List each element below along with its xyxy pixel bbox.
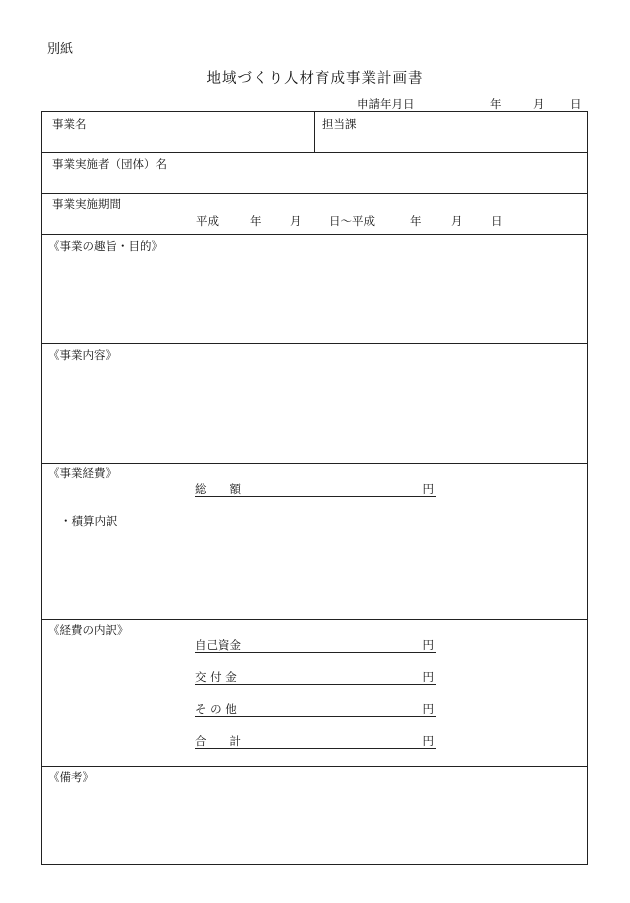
sum-label: 合 計 bbox=[195, 734, 241, 748]
content-label: 《事業内容》 bbox=[48, 348, 117, 362]
application-date-year: 年 bbox=[490, 97, 502, 111]
total-amount-unit: 円 bbox=[422, 482, 434, 496]
other-label: そ の 他 bbox=[195, 702, 237, 716]
column-divider bbox=[314, 112, 315, 152]
row-divider bbox=[42, 234, 587, 235]
plan-form bbox=[41, 111, 588, 865]
project-name-label: 事業名 bbox=[52, 117, 87, 131]
remarks-label: 《備考》 bbox=[48, 770, 94, 784]
row-divider bbox=[42, 619, 587, 620]
period-from-era: 平成 bbox=[196, 214, 219, 228]
row-divider bbox=[42, 343, 587, 344]
purpose-label: 《事業の趣旨・目的》 bbox=[48, 239, 163, 253]
grant-line bbox=[195, 669, 436, 685]
own-funds-line bbox=[195, 637, 436, 653]
row-divider bbox=[42, 152, 587, 153]
sum-line bbox=[195, 733, 436, 749]
expense-breakdown-label: 《経費の内訳》 bbox=[48, 623, 129, 637]
expenses-label: 《事業経費》 bbox=[48, 466, 117, 480]
sum-unit: 円 bbox=[422, 734, 434, 748]
attachment-label: 別紙 bbox=[47, 42, 74, 57]
application-date bbox=[357, 96, 589, 112]
own-funds-label: 自己資金 bbox=[195, 638, 241, 652]
period-to-year: 年 bbox=[410, 214, 422, 228]
other-unit: 円 bbox=[422, 702, 434, 716]
row-divider bbox=[42, 463, 587, 464]
grant-label: 交 付 金 bbox=[195, 670, 237, 684]
period-to-month: 月 bbox=[451, 214, 463, 228]
page-title: 地域づくり人材育成事業計画書 bbox=[206, 71, 424, 87]
period-from-month: 月 bbox=[290, 214, 302, 228]
total-amount-line bbox=[195, 481, 436, 497]
own-funds-unit: 円 bbox=[422, 638, 434, 652]
total-amount-label: 総 額 bbox=[195, 482, 241, 496]
period-from-year: 年 bbox=[250, 214, 262, 228]
implementer-label: 事業実施者（団体）名 bbox=[52, 157, 167, 171]
period-to-day: 日 bbox=[491, 214, 503, 228]
application-date-day: 日 bbox=[570, 97, 582, 111]
grant-unit: 円 bbox=[422, 670, 434, 684]
period-label: 事業実施期間 bbox=[52, 197, 121, 211]
application-date-label: 申請年月日 bbox=[357, 97, 415, 111]
period-tilde: 日～平成 bbox=[329, 214, 375, 228]
department-label: 担当課 bbox=[322, 117, 357, 131]
other-line bbox=[195, 701, 436, 717]
row-divider bbox=[42, 766, 587, 767]
application-date-month: 月 bbox=[533, 97, 545, 111]
row-divider bbox=[42, 193, 587, 194]
breakdown-label: ・積算内訳 bbox=[60, 514, 118, 528]
